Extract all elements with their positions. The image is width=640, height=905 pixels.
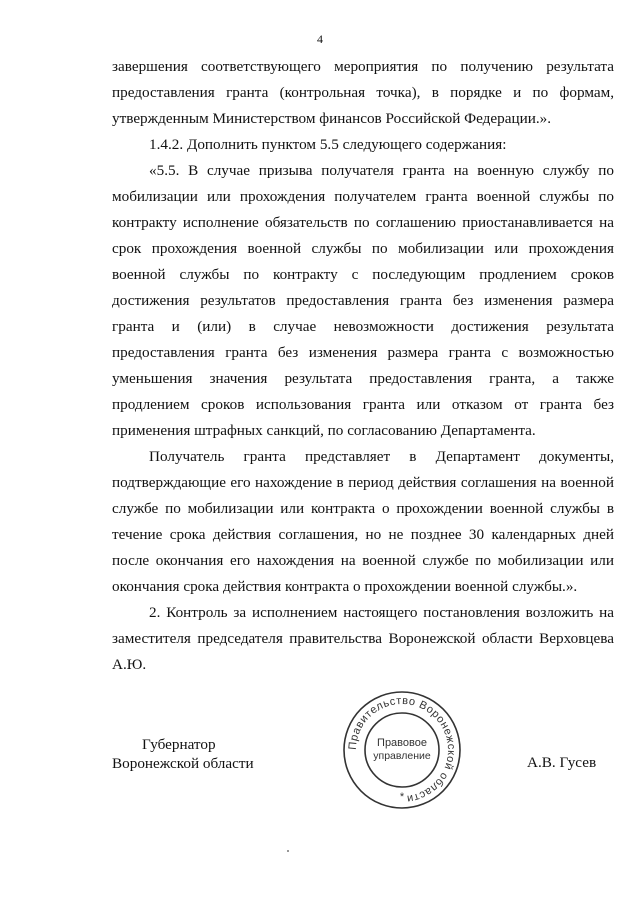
paragraph-clause-1-4-2: 1.4.2. Дополнить пунктом 5.5 следующего содержания:: [149, 136, 507, 153]
signatory-region: Воронежской области: [112, 755, 254, 772]
stamp-ring-text: Правительство Воронежской области: [346, 694, 458, 805]
stamp-center-line-1: Правовое: [377, 737, 427, 749]
paragraph-recipient-documents: Получатель гранта представляет в Департамент документы, подтверждающие его нахождение в период действия соглашения на военной службе по мобилизации или контракта о прохождении военной службы в течение срока действия соглашения, но не позднее 30 календарных дней после окончания его нахождения на военной службе по мобилизации или окончания срока действия контракта о прохождении военной службы.».: [112, 448, 614, 595]
paragraph-control-assignment: 2. Контроль за исполнением настоящего постановления возложить на заместителя председателя правительства Воронежской области Верховцева А.Ю.: [112, 604, 614, 673]
paragraph-control-point: завершения соответствующего мероприятия по получению результата предоставления гранта (контрольная точка), в порядке и по формам, утвержденным Министерством финансов Российской Федерации.».: [112, 58, 614, 127]
signatory-position: [112, 735, 254, 773]
document-body: [112, 54, 614, 678]
official-stamp-seal: [341, 689, 463, 811]
signatory-title: Губернатор: [142, 736, 216, 753]
scan-dot-mark: [287, 850, 289, 852]
stamp-seal-graphic: [341, 689, 463, 811]
paragraph-clause-5-5: «5.5. В случае призыва получателя гранта на военную службу по мобилизации или прохождения получателем гранта военной службы по контракту исполнение обязательств по соглашению приостанавливается на срок прохождения военной службы по мобилизации или прохождения военной службы по контракту с последующим продлением сроков достижения результатов предоставления гранта без изменения размера гранта и (или) в случае невозможности достижения результата предоставления гранта без изменения размера гранта с возможностью уменьшения значения результата предоставления гранта, а также продлением сроков использования гранта или отказом от гранта без применения штрафных санкций, по согласованию Департамента.: [112, 162, 614, 439]
stamp-star: *: [399, 791, 405, 803]
page-number: 4: [317, 32, 323, 46]
stamp-center-line-2: управление: [373, 750, 431, 762]
signatory-name: А.В. Гусев: [527, 754, 597, 771]
